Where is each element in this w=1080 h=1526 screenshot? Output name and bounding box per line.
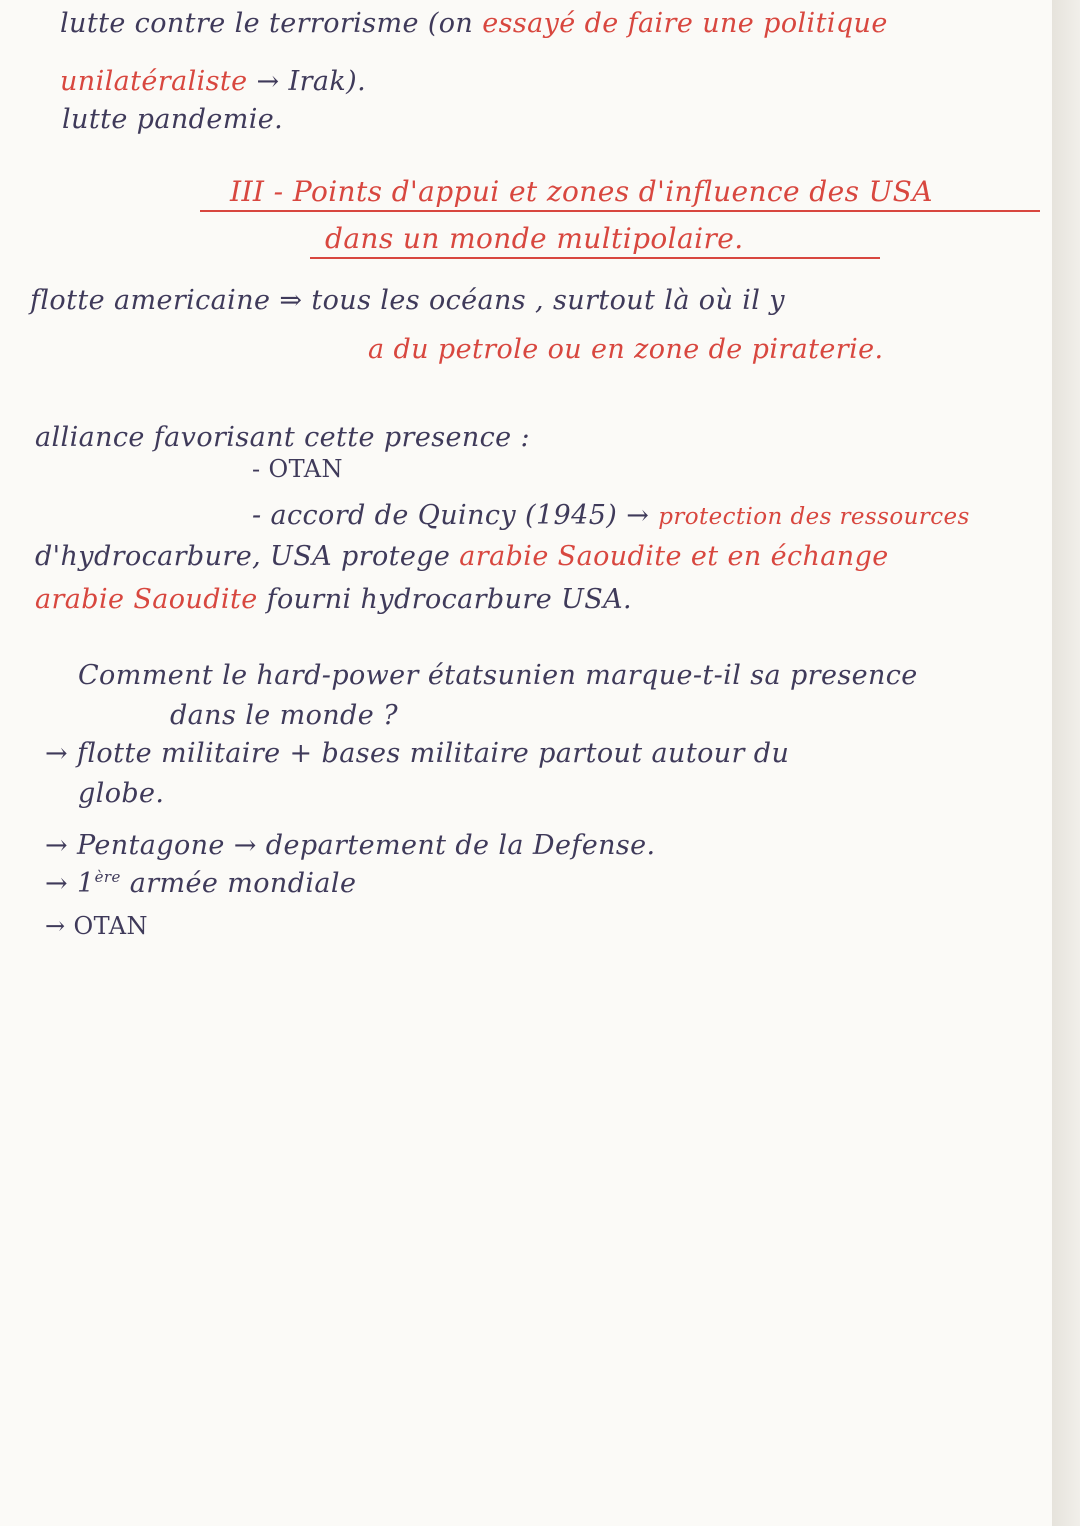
alliance-otan-text: - OTAN: [252, 455, 343, 483]
answer-flotte: [45, 738, 789, 769]
section-heading-title: III - Points d'appui et zones d'influence des USA: [230, 175, 933, 208]
alliance-item-otan: [252, 455, 343, 483]
intro-terrorism-text: lutte contre le terrorisme (on: [60, 8, 474, 39]
answer-globe-text: globe.: [78, 778, 165, 809]
section-heading-line-1: [230, 175, 933, 208]
answer-otan: [45, 912, 148, 940]
alliance-arabie-2-text: arabie Saoudite: [35, 584, 258, 615]
intro-line-2: [60, 66, 366, 97]
answer-pentagone-text: → Pentagone → departement de la Defense.: [45, 830, 656, 861]
intro-unilateral-text: unilatéraliste: [60, 66, 248, 97]
flotte-petrole-text: a du petrole ou en zone de piraterie.: [368, 334, 884, 365]
alliance-title-text: alliance favorisant cette presence :: [35, 422, 531, 453]
intro-line-1: [60, 8, 888, 39]
question-text: Comment le hard-power étatsunien marque-t-il sa presence: [78, 660, 918, 691]
alliance-fourni-text: fourni hydrocarbure USA.: [266, 584, 633, 615]
heading-underline-1: [200, 210, 1040, 212]
alliance-title: [35, 422, 530, 453]
answer-armee-sup: ère: [94, 868, 121, 886]
page-edge: [1052, 0, 1080, 1526]
intro-pandemic-text: lutte pandemie.: [62, 104, 284, 135]
alliance-arabie-text: arabie Saoudite et en échange: [459, 541, 889, 572]
alliance-hydrocarbure-text: d'hydrocarbure, USA protege: [35, 541, 451, 572]
flotte-line-1: [30, 285, 785, 316]
answer-armee-text: armée mondiale: [120, 868, 357, 899]
question-line-1: [78, 660, 918, 691]
intro-irak-text: → Irak).: [256, 66, 367, 97]
alliance-quincy-text: - accord de Quincy (1945) →: [252, 500, 650, 531]
answer-otan-text: → OTAN: [45, 912, 148, 940]
question-text-cont: dans le monde ?: [170, 700, 398, 731]
flotte-oceans-text: flotte americaine ⇒ tous les océans ,: [30, 285, 545, 316]
answer-flotte-text: → flotte militaire + bases militaire partout autour du: [45, 738, 790, 769]
alliance-item-fourni: [35, 584, 632, 615]
alliance-protection-text: protection des ressources: [658, 504, 970, 530]
section-heading-line-2: [325, 222, 744, 255]
alliance-item-hydrocarbure: [35, 541, 889, 572]
alliance-item-quincy: [252, 500, 970, 531]
answer-armee-pre: → 1: [45, 868, 95, 899]
flotte-surtout-text: surtout là où il y: [553, 285, 785, 316]
intro-policy-text: essayé de faire une politique: [482, 8, 888, 39]
section-heading-subtitle: dans un monde multipolaire.: [325, 222, 744, 255]
answer-pentagone: [45, 830, 656, 861]
answer-flotte-cont: [78, 778, 164, 809]
intro-line-3: [62, 104, 283, 135]
answer-armee: [45, 868, 356, 899]
heading-underline-2: [310, 257, 880, 259]
flotte-line-2: [368, 334, 884, 365]
question-line-2: [170, 700, 398, 731]
